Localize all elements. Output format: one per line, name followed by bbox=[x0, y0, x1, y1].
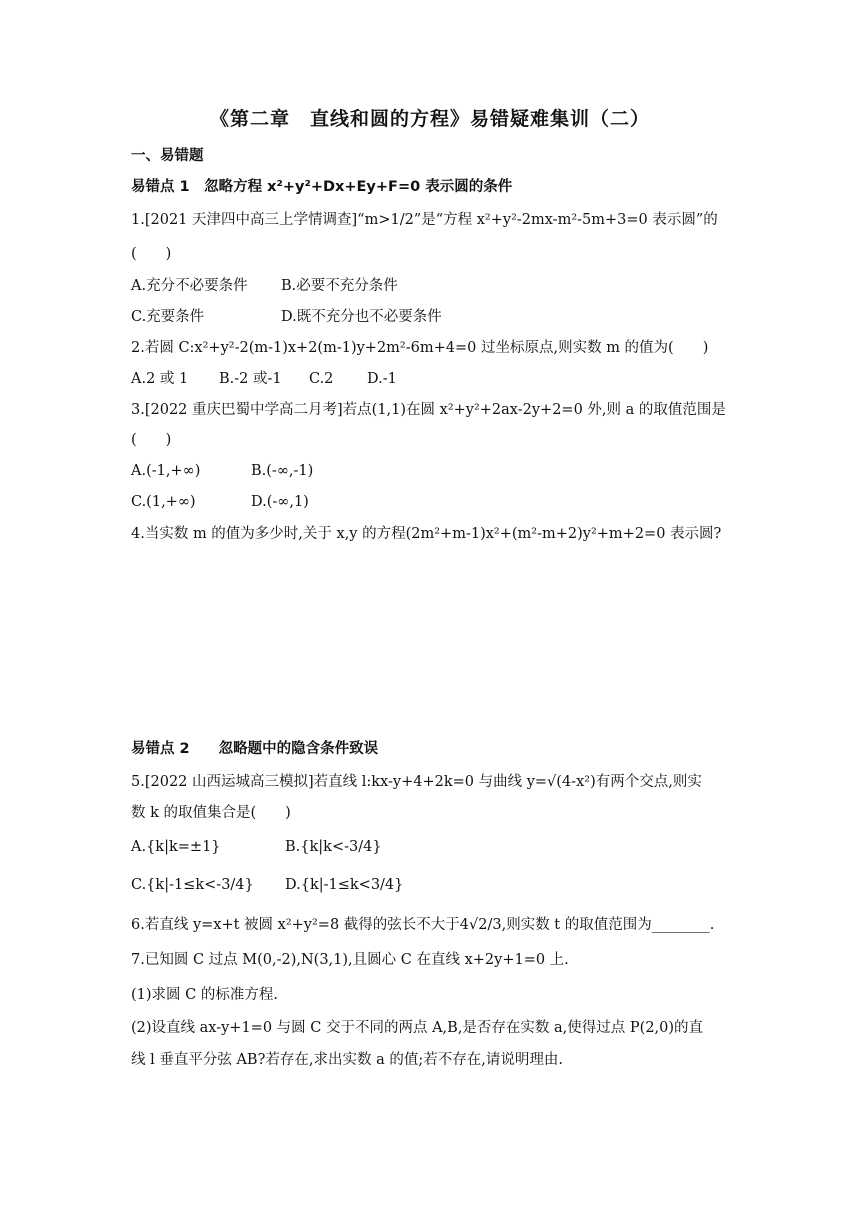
option-b: B.(-∞,-1) bbox=[251, 463, 314, 479]
question-7-part-1: (1)求圆 C 的标准方程. bbox=[131, 987, 278, 1003]
option-c: C.2 bbox=[309, 371, 334, 387]
option-a: A.(-1,+∞) bbox=[131, 463, 201, 479]
question-1-options-row2 bbox=[131, 307, 442, 327]
option-c: C.充要条件 bbox=[131, 309, 205, 325]
question-5-text-continued: 数 k 的取值集合是( ) bbox=[131, 805, 291, 821]
option-a: A.{k|k=±1} bbox=[131, 839, 221, 855]
subsection-heading-1: 易错点 1 忽略方程 x²+y²+Dx+Ey+F=0 表示圆的条件 bbox=[131, 179, 513, 195]
question-3-text: 3.[2022 重庆巴蜀中学高二月考]若点(1,1)在圆 x²+y²+2ax-2y+2=0 外,则 a 的取值范围是 bbox=[131, 402, 726, 418]
question-6-text: 6.若直线 y=x+t 被圆 x²+y²=8 截得的弦长不大于4√2/3,则实数 t 的取值范围为________. bbox=[131, 917, 715, 933]
question-3-bracket: ( ) bbox=[131, 432, 172, 448]
question-3-options-row1 bbox=[131, 461, 313, 481]
option-d: D.(-∞,1) bbox=[251, 494, 309, 510]
question-7-part-2: (2)设直线 ax-y+1=0 与圆 C 交于不同的两点 A,B,是否存在实数 a,使得过点 P(2,0)的直 bbox=[131, 1020, 704, 1036]
question-3-options-row2 bbox=[131, 492, 309, 512]
option-a: A.2 或 1 bbox=[131, 371, 189, 387]
option-d: D.既不充分也不必要条件 bbox=[281, 309, 442, 325]
option-a: A.充分不必要条件 bbox=[131, 278, 248, 294]
option-b: B.{k|k<-3/4} bbox=[285, 839, 382, 855]
question-2-text: 2.若圆 C:x²+y²-2(m-1)x+2(m-1)y+2m²-6m+4=0 过坐标原点,则实数 m 的值为( ) bbox=[131, 340, 709, 356]
subsection-heading-2: 易错点 2 忽略题中的隐含条件致误 bbox=[131, 741, 379, 757]
option-d: D.-1 bbox=[367, 371, 397, 387]
question-5-options-row2 bbox=[131, 875, 403, 895]
question-5-options-row1 bbox=[131, 837, 382, 857]
page-title: 《第二章 直线和圆的方程》易错疑难集训（二） bbox=[209, 108, 650, 130]
question-1-text: 1.[2021 天津四中高三上学情调查]“m>1/2”是“方程 x²+y²-2mx-m²-5m+3=0 表示圆”的 bbox=[131, 212, 718, 228]
question-1-options-row1 bbox=[131, 276, 398, 296]
section-heading: 一、易错题 bbox=[131, 148, 204, 164]
question-7-part-2-continued: 线 l 垂直平分弦 AB?若存在,求出实数 a 的值;若不存在,请说明理由. bbox=[131, 1052, 563, 1068]
question-4-text: 4.当实数 m 的值为多少时,关于 x,y 的方程(2m²+m-1)x²+(m²-m+2)y²+m+2=0 表示圆? bbox=[131, 526, 722, 542]
option-c: C.(1,+∞) bbox=[131, 494, 196, 510]
question-7-text: 7.已知圆 C 过点 M(0,-2),N(3,1),且圆心 C 在直线 x+2y+1=0 上. bbox=[131, 952, 569, 968]
question-1-bracket: ( ) bbox=[131, 246, 172, 262]
question-2-options bbox=[131, 369, 397, 389]
option-d: D.{k|-1≤k<3/4} bbox=[285, 877, 404, 893]
option-c: C.{k|-1≤k<-3/4} bbox=[131, 877, 254, 893]
option-b: B.必要不充分条件 bbox=[281, 278, 398, 294]
option-b: B.-2 或-1 bbox=[219, 371, 282, 387]
question-5-text: 5.[2022 山西运城高三模拟]若直线 l:kx-y+4+2k=0 与曲线 y=√(4-x²)有两个交点,则实 bbox=[131, 774, 702, 790]
